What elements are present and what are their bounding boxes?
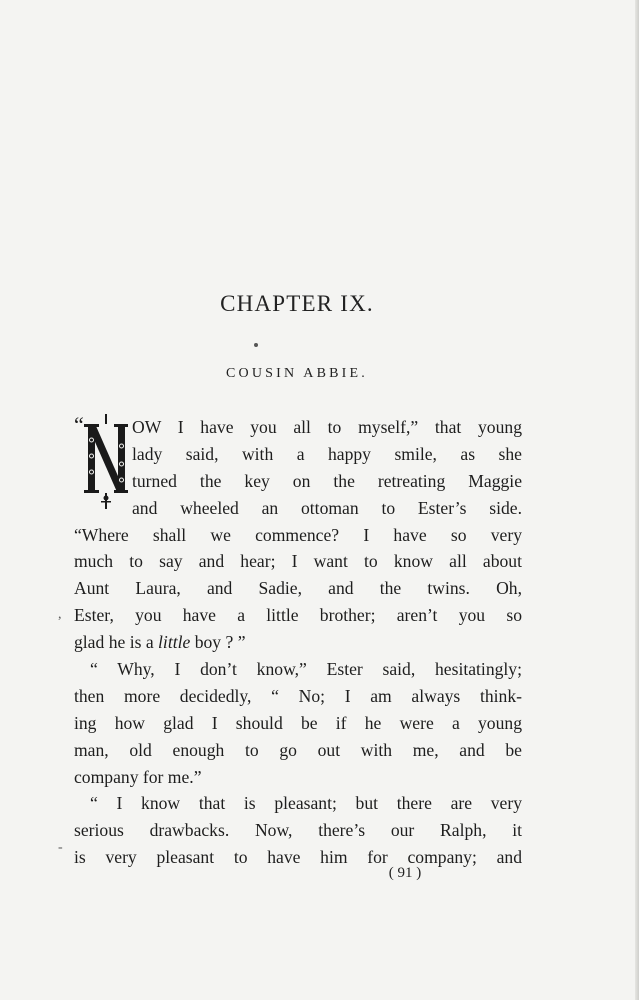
chapter-title: CHAPTER IX. (220, 291, 374, 316)
text-line: OW I have you all to myself,” that young (132, 417, 522, 437)
margin-mark: - (58, 840, 63, 855)
page-number: ( 91 ) (388, 865, 422, 881)
page-edge (635, 0, 639, 1000)
text-line (74, 629, 522, 656)
opening-quote: “ (74, 412, 84, 437)
chapter-subtitle: COUSIN ABBIE. (226, 366, 368, 381)
text-line: “ I know that is pleasant; but there are very (90, 793, 522, 814)
text-line: turned the key on the retreating Maggie (132, 470, 522, 491)
text-line: Ester, you have a little brother; aren’t you so (74, 605, 522, 626)
text-line: “Where shall we commence? I have so very (74, 524, 522, 545)
text-line: lady said, with a happy smile, as she (132, 443, 522, 464)
text-line: company for me.” (74, 766, 202, 787)
text-line: man, old enough to go out with me, and be (74, 739, 522, 760)
text-segment: glad he is a (74, 632, 159, 653)
text-line: much to say and hear; I want to know all about (74, 551, 522, 572)
text-line: Aunt Laura, and Sadie, and the twins. Oh, (74, 578, 522, 599)
text-line: then more decidedly, “ No; I am always think- (74, 685, 522, 706)
text-segment: boy ? ” (190, 632, 246, 653)
ornament-dot (254, 343, 258, 347)
text-line: ing how glad I should be if he were a young (74, 712, 522, 733)
text-line: is very pleasant to have him for company; and (74, 847, 522, 868)
text-line: and wheeled an ottoman to Ester’s side. (132, 497, 522, 518)
body-text (74, 414, 522, 871)
margin-mark: , (58, 607, 62, 622)
text-line: serious drawbacks. Now, there’s our Ralph, it (74, 820, 522, 841)
text-line: “ Why, I don’t know,” Ester said, hesitatingly; (90, 659, 522, 680)
italic-word: little (158, 632, 191, 653)
